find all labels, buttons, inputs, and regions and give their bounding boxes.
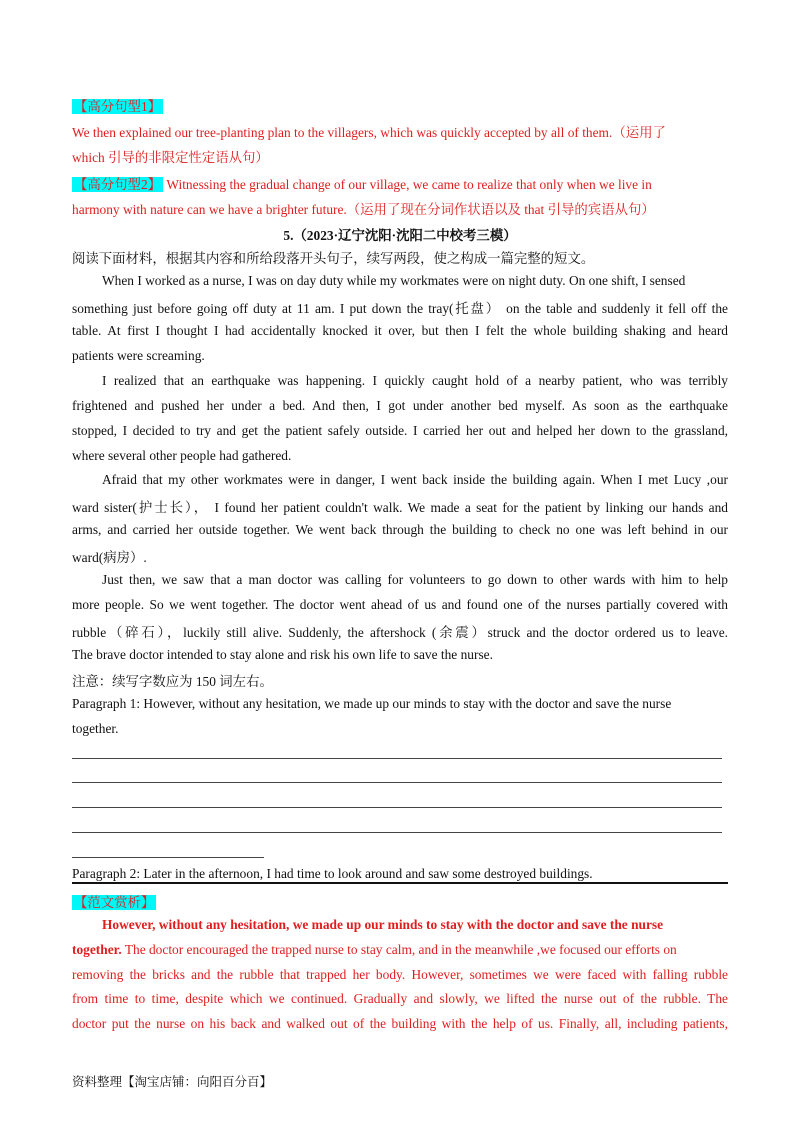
paragraph-1-prompt-cont: together. [72,721,119,736]
word-count-note: 注意：续写字数应为 150 词左右。 [72,674,273,689]
model-line: removing the bricks and the rubble that trapped her body. However, sometimes we were faced with falling rubble [72,967,728,982]
model-bold-text: together. [72,942,122,957]
model-tag [72,892,156,911]
paragraph-2-prompt: Paragraph 2: Later in the afternoon, I had time to look around and saw some destroyed buildings. [72,866,593,881]
question-title: 5.（2023·辽宁沈阳·沈阳二中校考三模） [283,228,517,243]
sentence-2-line-2: harmony with nature can we have a brighter future.（运用了现在分词作状语以及 that 引导的宾语从句） [72,202,655,217]
highlight-tag: 【范文赏析】 [74,895,155,910]
passage-line: Just then, we saw that a man doctor was calling for volunteers to go down to other wards with him to help [102,572,728,587]
passage-line: ward sister(护士长）， I found her patient couldn't walk. We made a seat for the patient by linking our hands and [72,500,728,515]
answer-line [72,807,722,808]
model-line-bold: However, without any hesitation, we made up our minds to stay with the doctor and save the nurse [102,917,664,932]
highlight-tag: 【高分句型2】 [74,177,162,192]
instruction: 阅读下面材料，根据其内容和所给段落开头句子，续写两段，使之构成一篇完整的短文。 [72,251,595,266]
answer-line [72,782,722,783]
passage-line: The brave doctor intended to stay alone and risk his own life to save the nurse. [72,647,493,662]
model-line: from time to time, despite which we continued. Gradually and slowly, we lifted the nurse out of the rubble. The [72,991,728,1006]
sentence-2-line-1 [72,174,652,193]
model-text: The doctor encouraged the trapped nurse to stay calm, and in the meanwhile ,we focused our efforts on [121,942,677,957]
highlight-tag: 【高分句型1】 [74,99,162,114]
sentence-1-line-2: which 引导的非限定性定语从句） [72,150,269,165]
passage-line: When I worked as a nurse, I was on day duty while my workmates were on night duty. On one shift, I sensed [102,273,686,288]
passage-line: arms, and carried her outside together. We went back through the building to check no one was left behind in our [72,522,728,537]
passage-line: where several other people had gathered. [72,448,292,463]
passage-line: I realized that an earthquake was happening. I quickly caught hold of a nearby patient, who was terribly [102,373,728,388]
paragraph-1-prompt: Paragraph 1: However, without any hesitation, we made up our minds to stay with the doctor and save the nurse [72,696,672,711]
passage-line: table. At first I thought I had accidentally knocked it over, but then I felt the whole building shaking and heard [72,323,728,338]
answer-line [72,832,722,833]
model-line [72,942,677,958]
passage-line: patients were screaming. [72,348,205,363]
passage-line: rubble（碎石），luckily still alive. Suddenly, the aftershock (余震）struck and the doctor ordered us to leave. [72,625,728,640]
model-line: doctor put the nurse on his back and walked out of the building with the help of us. Finally, all, including patients, [72,1016,728,1031]
passage-line: something just before going off duty at 11 am. I put down the tray(托盘） on the table and suddenly it fell off the [72,301,728,316]
sentence-2-text: Witnessing the gradual change of our village, we came to realize that only when we live in [163,177,652,192]
passage-line: frightened and pushed her under a bed. And then, I got under another bed myself. As soon as the earthquake [72,398,728,413]
sentence-tag-1 [72,96,163,115]
answer-line [72,857,264,858]
passage-line: more people. So we went together. The doctor went ahead of us and found one of the nurses partially covered with [72,597,728,612]
passage-line: ward(病房）. [72,550,147,565]
answer-line [72,758,722,759]
section-divider [72,882,728,884]
footer: 资料整理【淘宝店铺：向阳百分百】 [72,1075,273,1089]
sentence-1-line-1: We then explained our tree-planting plan to the villagers, which was quickly accepted by all of them.（运用了 [72,125,666,140]
passage-line: Afraid that my other workmates were in danger, I went back inside the building again. When I met Lucy ,our [102,472,728,487]
passage-line: stopped, I decided to try and get the patient safely outside. I carried her out and helped her down to the grassland, [72,423,728,438]
